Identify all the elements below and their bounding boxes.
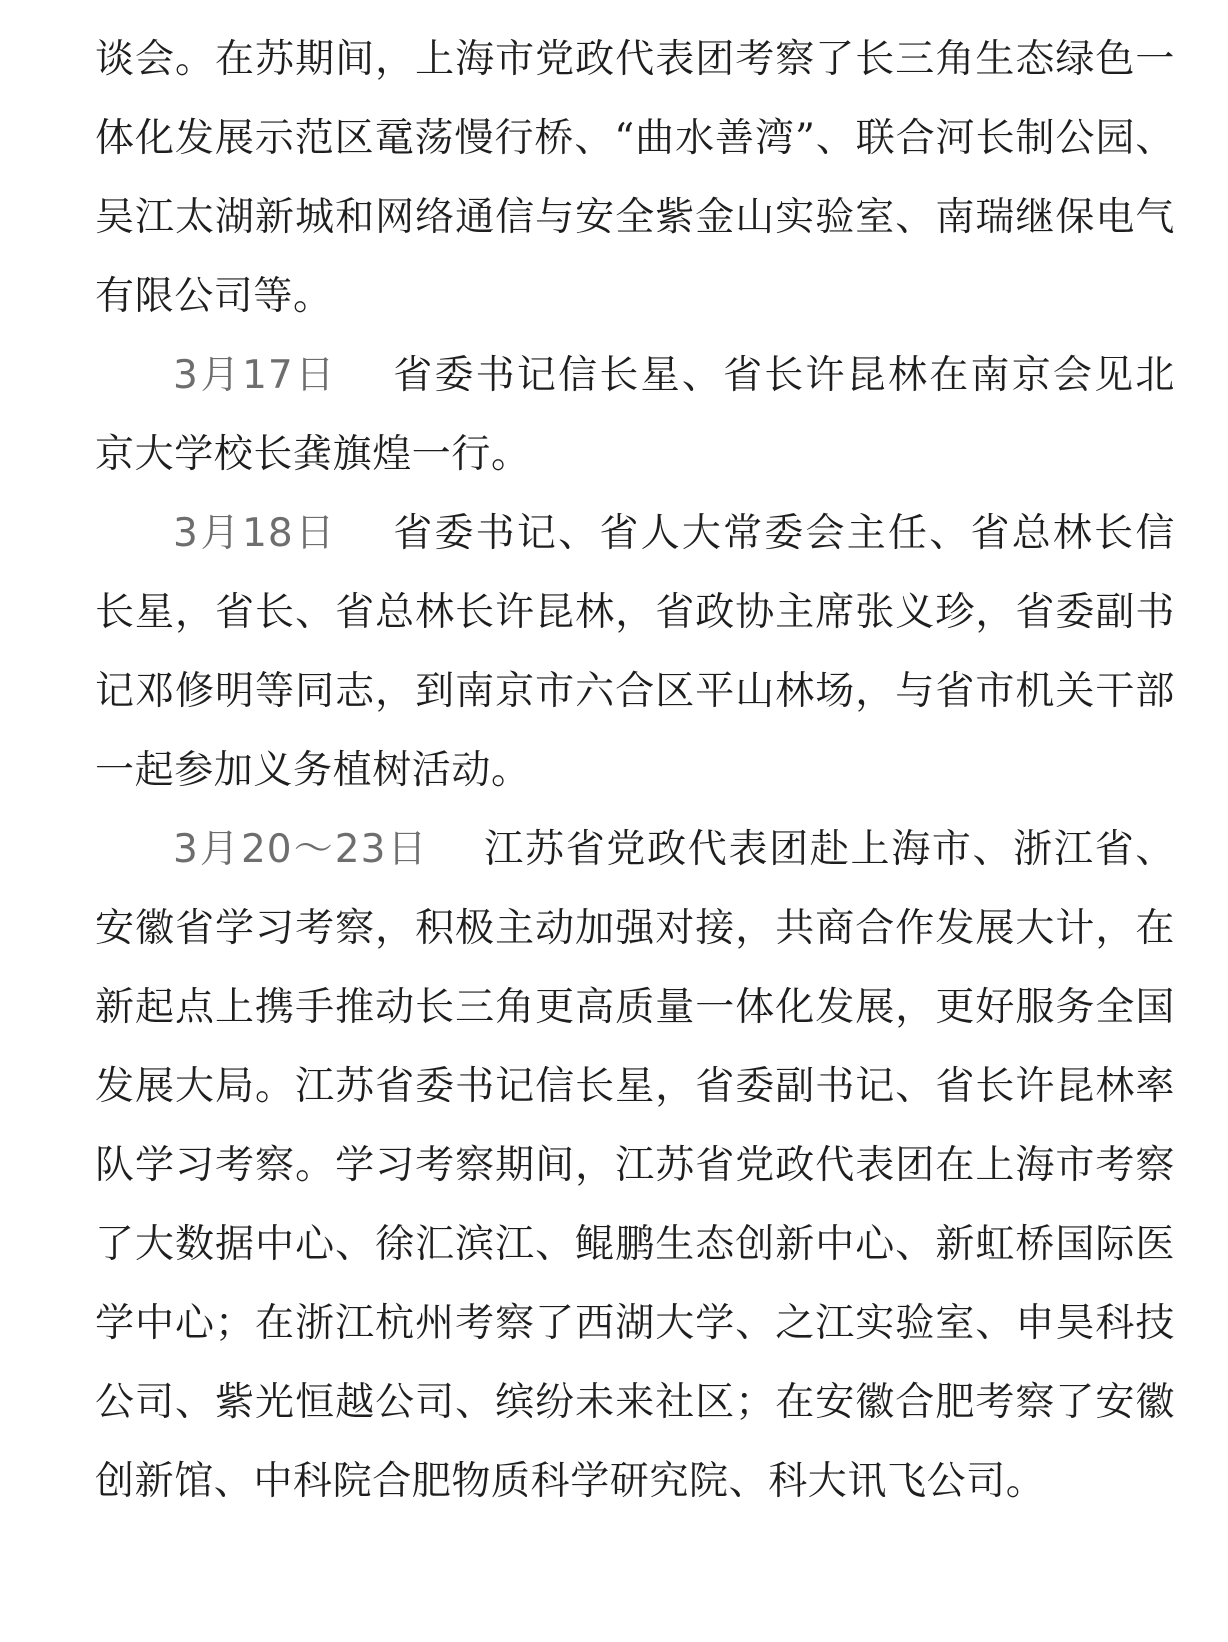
paragraph-mar-17 xyxy=(95,336,1175,494)
entry-date: 3月20～23日 xyxy=(173,827,429,872)
paragraph-continued xyxy=(95,20,1175,336)
paragraph-text: 省委书记、省人大常委会主任、省总林长信长星，省长、省总林长许昆林，省政协主席张义珍，省委副书记邓修明等同志，到南京市六合区平山林场，与省市机关干部一起参加义务植树活动。 xyxy=(95,511,1175,793)
paragraph-text: 省委书记信长星、省长许昆林在南京会见北京大学校长龚旗煌一行。 xyxy=(95,353,1175,477)
entry-date: 3月18日 xyxy=(173,511,337,556)
entry-date: 3月17日 xyxy=(173,353,337,398)
paragraph-mar-18 xyxy=(95,494,1175,810)
document-body xyxy=(95,20,1175,1521)
paragraph-mar-20-23 xyxy=(95,810,1175,1521)
paragraph-text: 谈会。在苏期间，上海市党政代表团考察了长三角生态绿色一体化发展示范区鼋荡慢行桥、“曲水善湾”、联合河长制公园、吴江太湖新城和网络通信与安全紫金山实验室、南瑞继保电气有限公司等。 xyxy=(95,37,1175,319)
paragraph-text: 江苏省党政代表团赴上海市、浙江省、安徽省学习考察，积极主动加强对接，共商合作发展大计，在新起点上携手推动长三角更高质量一体化发展，更好服务全国发展大局。江苏省委书记信长星，省委副书记、省长许昆林率队学习考察。学习考察期间，江苏省党政代表团在上海市考察了大数据中心、徐汇滨江、鲲鹏生态创新中心、新虹桥国际医学中心；在浙江杭州考察了西湖大学、之江实验室、申昊科技公司、紫光恒越公司、缤纷未来社区；在安徽合肥考察了安徽创新馆、中科院合肥物质科学研究院、科大讯飞公司。 xyxy=(95,827,1175,1504)
